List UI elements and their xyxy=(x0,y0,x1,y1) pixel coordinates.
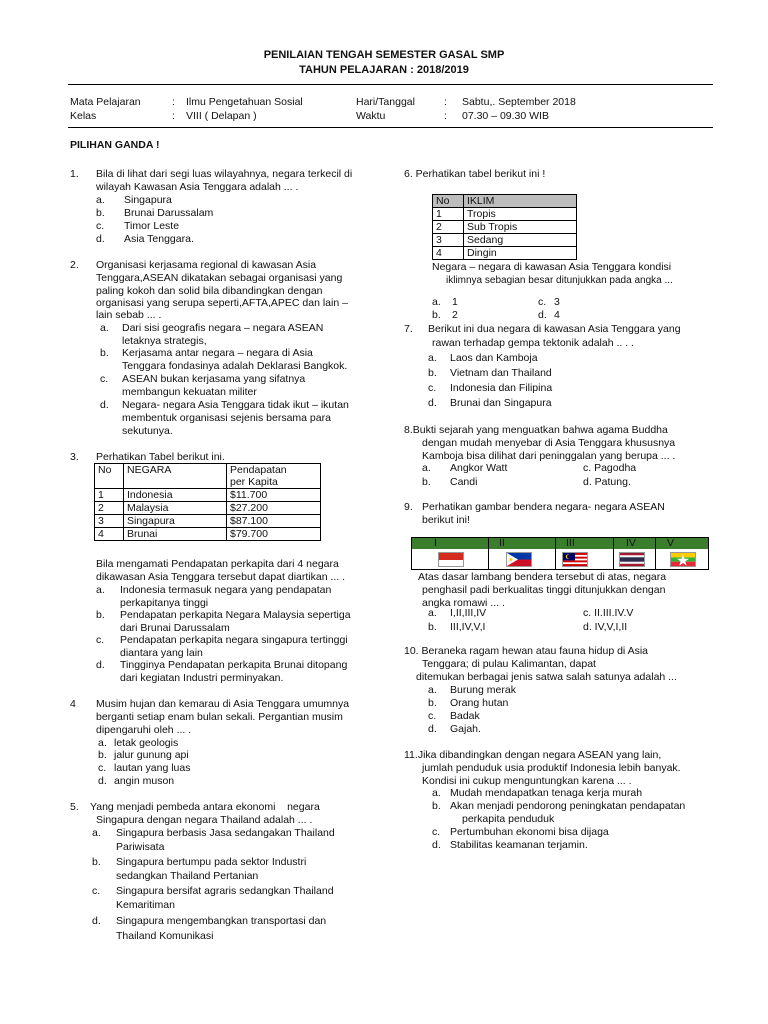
option-b-cont: sedangkan Thailand Pertanian xyxy=(116,870,259,882)
th-no: No xyxy=(95,464,124,489)
option-b-cont: perkapita penduduk xyxy=(462,813,555,825)
opt-letter: a. xyxy=(100,322,109,334)
option-b: Singapura bertumpu pada sektor Industri xyxy=(116,856,307,868)
option-c: ASEAN bukan kerjasama yang sifatnya xyxy=(122,373,306,385)
table-row: 3 Singapura $87.100 xyxy=(95,515,321,528)
option-d: angin muson xyxy=(114,775,175,787)
table-row: 2 Malaysia $27.200 xyxy=(95,502,321,515)
opt-letter: a. xyxy=(432,787,441,799)
option-d: d. IV,V,I,II xyxy=(583,621,628,633)
option-a-cont: perkapitanya tinggi xyxy=(120,597,209,609)
indonesia-flag-icon xyxy=(438,552,464,567)
q-number: 2. xyxy=(70,259,79,271)
th-negara: NEGARA xyxy=(124,464,227,489)
mapel-label: Mata Pelajaran xyxy=(70,96,141,108)
option-b: Pendapatan perkapita Negara Malaysia sepertiga xyxy=(120,609,351,621)
opt-letter: d. xyxy=(92,915,101,927)
hari-value: Sabtu,. September 2018 xyxy=(462,96,576,108)
option-c: Singapura bersifat agraris sedangkan Thailand xyxy=(116,885,334,897)
option-b: Kerjasama antar negara – negara di Asia xyxy=(122,347,313,359)
opt-letter: c. xyxy=(92,885,101,897)
table-row: 1 Indonesia $11.700 xyxy=(95,489,321,502)
q-number: 4 xyxy=(70,698,76,710)
q-number: 5. xyxy=(70,801,79,813)
option-a: Laos dan Kamboja xyxy=(450,352,538,364)
myanmar-flag-icon xyxy=(670,552,696,567)
option-d: Tingginya Pendapatan perkapita Brunai ditopang xyxy=(120,659,348,671)
opt-letter: c. xyxy=(538,296,547,308)
header-rule xyxy=(68,84,713,85)
table-row: 3 Sedang xyxy=(433,234,577,247)
q-number: 7. xyxy=(404,323,413,335)
opt-letter: c. xyxy=(96,220,105,232)
option-c: lautan yang luas xyxy=(114,762,191,774)
opt-letter: a. xyxy=(96,194,105,206)
flag-header-label: I xyxy=(434,537,437,549)
q-text: Bila mengamati Pendapatan perkapita dari 4 negara xyxy=(96,558,339,570)
opt-letter: b. xyxy=(428,621,437,633)
flag-table xyxy=(411,537,709,570)
thailand-flag-icon xyxy=(619,552,645,567)
option-d: Negara- negara Asia Tenggara tidak ikut – ikutan xyxy=(122,399,349,411)
option-a: Singapura berbasis Jasa sedangakan Thailand xyxy=(116,827,335,839)
opt-letter: d. xyxy=(432,839,441,851)
q-text: 8.Bukti sejarah yang menguatkan bahwa agama Buddha xyxy=(404,424,668,436)
colon: : xyxy=(444,110,447,122)
opt-letter: d. xyxy=(98,775,107,787)
q-text: 11.Jika dibandingkan dengan negara ASEAN yang lain, xyxy=(404,749,662,761)
opt-letter: a. xyxy=(428,352,437,364)
option-c: c. Pagodha xyxy=(583,462,637,474)
opt-letter: a. xyxy=(92,827,101,839)
option-a: Angkor Watt xyxy=(450,462,508,474)
opt-letter: a. xyxy=(96,584,105,596)
th-pendapatan: Pendapatan per Kapita xyxy=(227,464,321,489)
opt-letter: a. xyxy=(432,296,441,308)
q-text: Atas dasar lambang bendera tersebut di atas, negara xyxy=(418,571,667,583)
option-a: letak geologis xyxy=(114,737,179,749)
q-text: angka romawi ... . xyxy=(422,597,505,609)
option-b: Candi xyxy=(450,476,478,488)
colon: : xyxy=(444,96,447,108)
q-text: 10. Beraneka ragam hewan atau fauna hidup di Asia xyxy=(404,645,649,657)
opt-letter: c. xyxy=(98,762,107,774)
option-d: d. Patung. xyxy=(583,476,631,488)
option-b: Akan menjadi pendorong peningkatan pendapatan xyxy=(450,800,686,812)
option-d: Brunai dan Singapura xyxy=(450,397,552,409)
option-c: 3 xyxy=(554,296,560,308)
option-d-cont: dari kegiatan Industri perminyakan. xyxy=(120,672,284,684)
q-text: dipengaruhi oleh ... . xyxy=(96,724,192,736)
option-b-cont: dari Brunai Darussalam xyxy=(120,622,230,634)
q-text: Singapura dengan negara Thailand adalah ... . xyxy=(96,814,313,826)
q-text: ditemukan berbagai jenis satwa salah satunya adalah ... xyxy=(416,671,677,683)
kelas-value: VIII ( Delapan ) xyxy=(186,110,257,122)
option-a: Burung merak xyxy=(450,684,516,696)
mapel-value: Ilmu Pengetahuan Sosial xyxy=(186,96,303,108)
flag-header-label: V xyxy=(667,537,675,549)
option-d: Singapura mengembangkan transportasi dan xyxy=(116,915,327,927)
flag-header-label: IV xyxy=(626,537,636,549)
table-row: 1 Tropis xyxy=(433,208,577,221)
option-d: Stabilitas keamanan terjamin. xyxy=(450,839,588,851)
q-text: 6. Perhatikan tabel berikut ini ! xyxy=(404,168,546,180)
opt-letter: d. xyxy=(538,309,547,321)
flag-header-bar xyxy=(412,538,708,549)
q-text: Musim hujan dan kemarau di Asia Tenggara umumnya xyxy=(96,698,350,710)
q-text: wilayah Kawasan Asia Tenggara adalah ... . xyxy=(96,181,299,193)
q-text: berganti setiap enam bulan sekali. Pergantian musim xyxy=(96,711,343,723)
option-b-cont: Tenggara fondasinya adalah Deklarasi Bangkok. xyxy=(122,360,348,372)
q-text: rawan terhadap gempa tektonik adalah .. . . xyxy=(432,337,634,349)
option-a: I,II,III,IV xyxy=(450,607,487,619)
option-d: Gajah. xyxy=(450,723,481,735)
th-iklim: IKLIM xyxy=(464,195,577,208)
meta-rule xyxy=(68,127,713,128)
malaysia-flag-icon xyxy=(562,552,588,567)
section-title: PILIHAN GANDA ! xyxy=(70,139,160,151)
option-d-cont: membentuk organisasi sejenis bersama para xyxy=(122,412,331,424)
q-number: 1. xyxy=(70,168,79,180)
opt-letter: b. xyxy=(432,800,441,812)
option-c: c. II.III.IV.V xyxy=(583,607,634,619)
q-text: Perhatikan gambar bendera negara- negara ASEAN xyxy=(422,501,665,513)
opt-letter: d. xyxy=(96,659,105,671)
philippines-flag-icon xyxy=(506,552,532,567)
opt-letter: b. xyxy=(422,476,431,488)
option-b: Brunai Darussalam xyxy=(124,207,214,219)
income-table xyxy=(94,463,321,541)
school-year: TAHUN PELAJARAN : 2018/2019 xyxy=(299,64,469,76)
hari-label: Hari/Tanggal xyxy=(356,96,415,108)
option-d-cont: Thailand Komunikasi xyxy=(116,930,214,942)
option-b: Orang hutan xyxy=(450,697,509,709)
q-text: Tenggara; di pulau Kalimantan, dapat xyxy=(422,658,596,670)
colon: : xyxy=(172,96,175,108)
option-c: Indonesia dan Filipina xyxy=(450,382,553,394)
opt-letter: a. xyxy=(428,684,437,696)
waktu-label: Waktu xyxy=(356,110,386,122)
option-a: Dari sisi geografis negara – negara ASEAN xyxy=(122,322,324,334)
divider xyxy=(613,538,614,569)
flag-header-label: III xyxy=(566,537,575,549)
opt-letter: a. xyxy=(98,737,107,749)
option-b: 2 xyxy=(452,309,458,321)
opt-letter: c. xyxy=(96,634,105,646)
th-no: No xyxy=(433,195,464,208)
q-text: dikawasan Asia Tenggara tersebut dapat diartikan ... . xyxy=(96,571,346,583)
q-text: Berikut ini dua negara di kawasan Asia Tenggara yang xyxy=(428,323,681,335)
option-c-cont: diantara yang lain xyxy=(120,647,203,659)
table-row: 2 Sub Tropis xyxy=(433,221,577,234)
opt-letter: c. xyxy=(432,826,441,838)
divider xyxy=(655,538,656,569)
option-a: 1 xyxy=(452,296,458,308)
divider xyxy=(555,538,556,569)
q-text: Negara – negara di kawasan Asia Tenggara kondisi xyxy=(432,261,672,273)
option-a: Indonesia termasuk negara yang pendapatan xyxy=(120,584,332,596)
table-row: 4 Brunai $79.700 xyxy=(95,528,321,541)
option-d-cont: sekutunya. xyxy=(122,425,173,437)
kelas-label: Kelas xyxy=(70,110,97,122)
divider xyxy=(488,538,489,569)
q-text: Kamboja bisa dilihat dari peninggalan yang berupa ... . xyxy=(422,450,676,462)
climate-table xyxy=(432,194,577,260)
option-b: jalur gunung api xyxy=(114,749,189,761)
q-text: iklimnya sebagian besar ditunjukkan pada angka ... xyxy=(446,275,673,286)
opt-letter: b. xyxy=(100,347,109,359)
q-text: Tenggara,ASEAN dikatakan sebagai organisasi yang xyxy=(96,272,343,284)
q-text: berikut ini! xyxy=(422,514,470,526)
q-text: Kondisi ini cukup menguntungkan karena ... . xyxy=(422,775,632,787)
option-d: Asia Tenggara. xyxy=(124,233,194,245)
opt-letter: c. xyxy=(428,382,437,394)
opt-letter: a. xyxy=(428,607,437,619)
opt-letter: d. xyxy=(428,397,437,409)
option-c: Pertumbuhan ekonomi bisa dijaga xyxy=(450,826,609,838)
opt-letter: b. xyxy=(92,856,101,868)
q-text: dengan mudah menyebar di Asia Tenggara khususnya xyxy=(422,437,676,449)
q-number: 3. xyxy=(70,451,79,463)
opt-letter: b. xyxy=(96,609,105,621)
q-text: Bila di lihat dari segi luas wilayahnya, negara terkecil di xyxy=(96,168,353,180)
q-text: paling kokoh dan solid bila dibandingkan dengan xyxy=(96,285,323,297)
opt-letter: b. xyxy=(98,749,107,761)
option-a-cont: Pariwisata xyxy=(116,841,165,853)
option-a: Singapura xyxy=(124,194,172,206)
opt-letter: b. xyxy=(432,309,441,321)
q-text: lain sebab ... . xyxy=(96,309,162,321)
opt-letter: b. xyxy=(96,207,105,219)
option-c-cont: Kemaritiman xyxy=(116,899,175,911)
option-c-cont: membangun kekuatan militer xyxy=(122,386,257,398)
waktu-value: 07.30 – 09.30 WIB xyxy=(462,110,549,122)
flag-header-label: II xyxy=(499,537,505,549)
opt-letter: b. xyxy=(428,697,437,709)
option-c: Timor Leste xyxy=(124,220,180,232)
q-text: Yang menjadi pembeda antara ekonomi negara xyxy=(90,801,320,813)
option-a-cont: letaknya strategis, xyxy=(122,335,207,347)
opt-letter: d. xyxy=(96,233,105,245)
q-number: 9. xyxy=(404,501,413,513)
opt-letter: b. xyxy=(428,367,437,379)
option-c: Pendapatan perkapita negara singapura tertinggi xyxy=(120,634,348,646)
opt-letter: c. xyxy=(100,373,109,385)
opt-letter: d. xyxy=(428,723,437,735)
option-c: Badak xyxy=(450,710,480,722)
opt-letter: a. xyxy=(422,462,431,474)
option-b: III,IV,V,I xyxy=(450,621,486,633)
table-row: 4 Dingin xyxy=(433,247,577,260)
q-text: penghasil padi berkualitas tinggi ditunjukkan dengan xyxy=(422,584,666,596)
q-text: Perhatikan Tabel berikut ini. xyxy=(96,451,225,463)
q-text: jumlah penduduk usia produktif Indonesia lebih banyak. xyxy=(422,762,681,774)
q-text: organisasi yang serupa seperti,AFTA,APEC dan lain – xyxy=(96,297,348,309)
option-a: Mudah mendapatkan tenaga kerja murah xyxy=(450,787,643,799)
opt-letter: d. xyxy=(100,399,109,411)
colon: : xyxy=(172,110,175,122)
exam-title: PENILAIAN TENGAH SEMESTER GASAL SMP xyxy=(263,49,505,61)
q-text: Organisasi kerjasama regional di kawasan Asia xyxy=(96,259,317,271)
opt-letter: c. xyxy=(428,710,437,722)
option-b: Vietnam dan Thailand xyxy=(450,367,552,379)
option-d: 4 xyxy=(554,309,560,321)
